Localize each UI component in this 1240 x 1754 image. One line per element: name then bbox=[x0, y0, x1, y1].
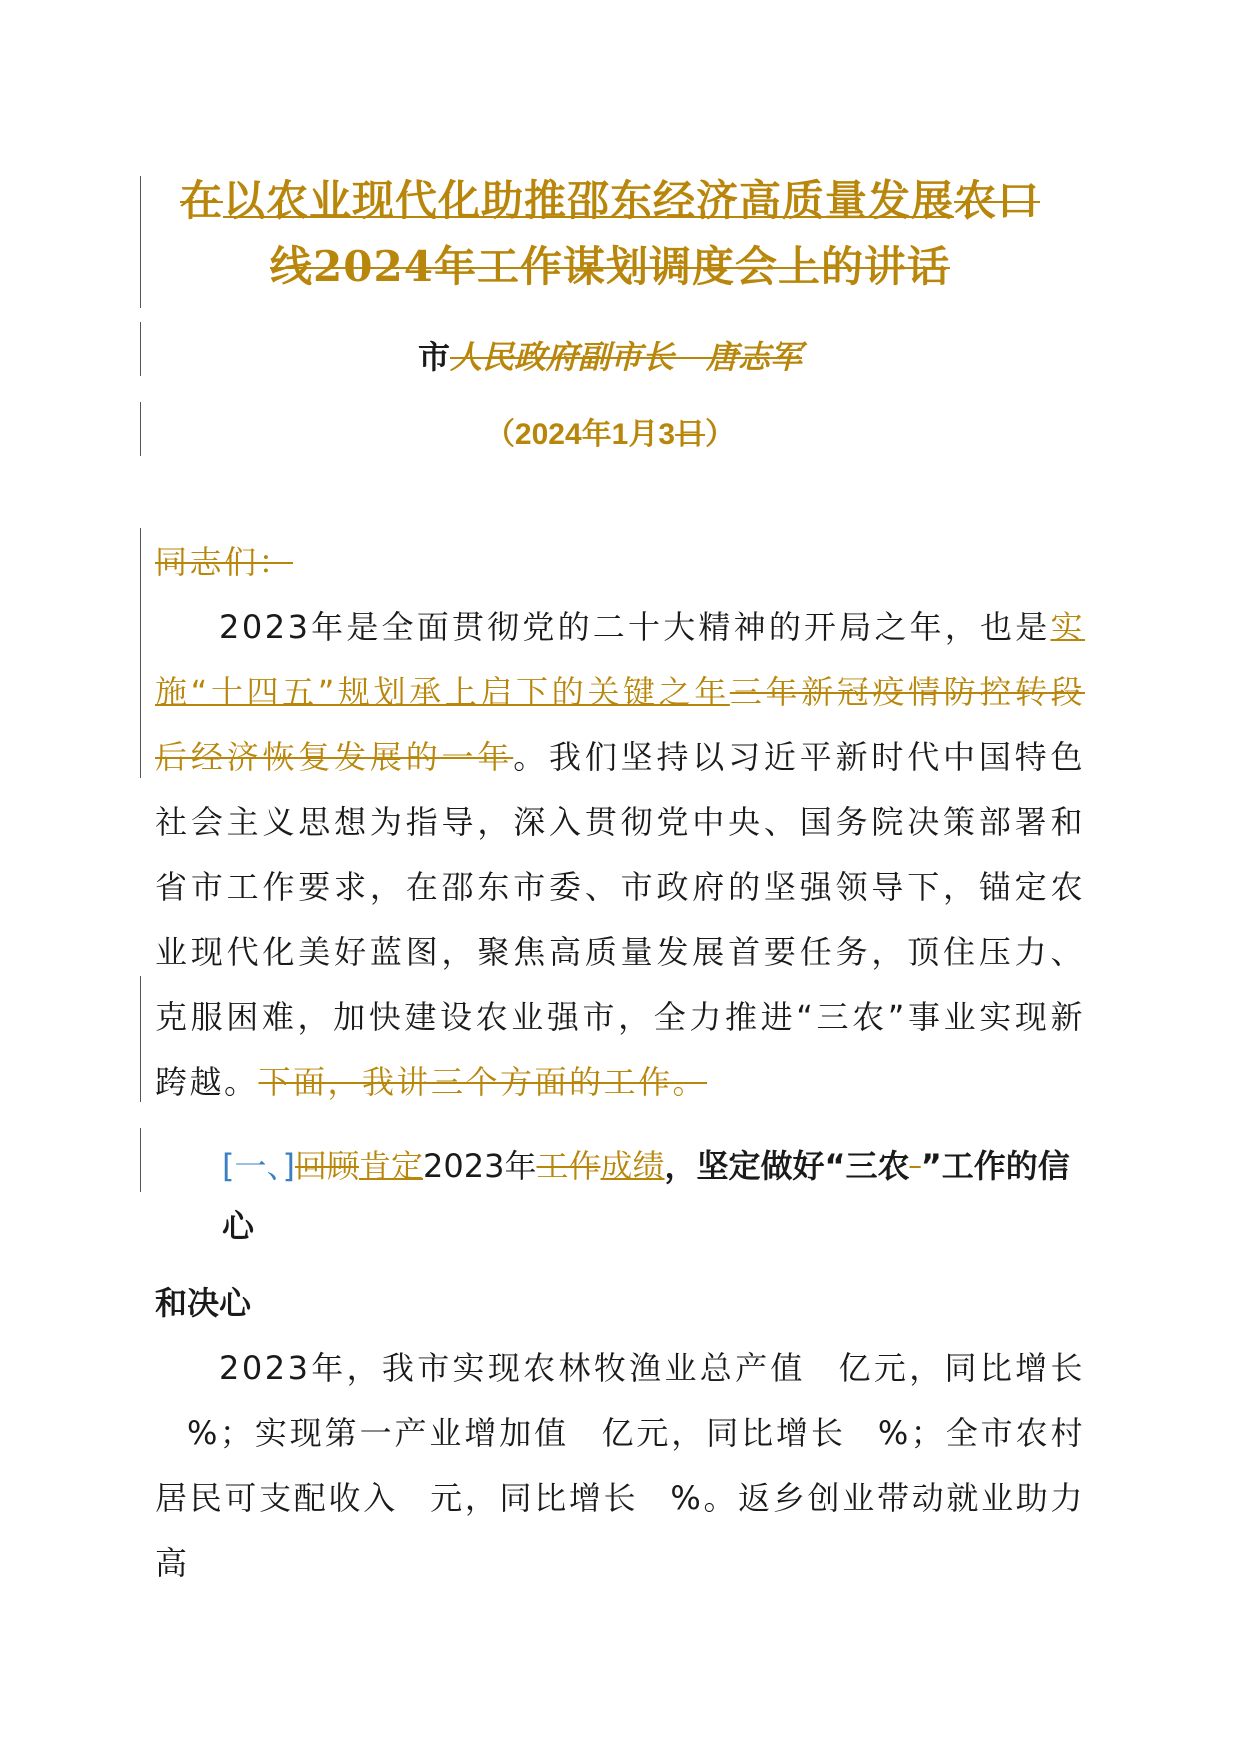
para1-deleted-end: 下面，我讲三个方面的工作。 bbox=[258, 1063, 708, 1101]
date-deleted: 日 bbox=[675, 418, 706, 451]
para2-text-b: 亿元，同比增长 bbox=[837, 1349, 1085, 1387]
change-bar-date bbox=[140, 402, 141, 456]
title-main: 以农业现代化助推邵东经济高质量发展 bbox=[222, 176, 954, 225]
paragraph-1 bbox=[155, 595, 1085, 1115]
para2-text-d: 亿元，同比增长 bbox=[601, 1414, 846, 1452]
para2-text-g: %。返乡创业带动就业助力高 bbox=[155, 1479, 1085, 1582]
change-bar-para1 bbox=[140, 528, 141, 778]
change-bar-para1-end bbox=[140, 976, 141, 1102]
date-line bbox=[150, 412, 1070, 458]
body-section-2 bbox=[155, 1336, 1085, 1596]
heading-1-text-a: 2023年 bbox=[423, 1147, 537, 1185]
paragraph-2 bbox=[155, 1336, 1085, 1596]
heading-1-number: [一、] bbox=[222, 1147, 295, 1185]
heading-1-deleted-b: 工作 bbox=[536, 1147, 601, 1185]
heading-1-deleted-c bbox=[910, 1147, 921, 1185]
heading-1-inserted-b: 成绩 bbox=[600, 1147, 665, 1185]
body-section-1 bbox=[155, 530, 1085, 1115]
title-deleted-part1: 农口 bbox=[954, 176, 1041, 225]
title-deleted-prefix: 在 bbox=[179, 176, 223, 225]
heading-1-deleted-a: 回顾 bbox=[294, 1147, 359, 1185]
author-kept: 市 bbox=[417, 338, 450, 376]
change-bar-author bbox=[140, 322, 141, 376]
change-bar-heading1 bbox=[140, 1128, 141, 1192]
title-deleted-part2: 线2024年工作谋划调度会上的讲话 bbox=[270, 242, 950, 291]
para1-deleted: 三年新冠疫情防控转段后经济恢复发展的一年 bbox=[155, 673, 1085, 776]
para1-text-b: 。我们坚持以习近平新时代中国特色社会主义思想为指导，深入贯彻党中央、国务院决策部署和省市工作要求，在邵东市委、市政府的坚强领导下，锚定农业现代化美好蓝图，聚焦高质量发展首要任务，顶住压力、克服困难，加快建设农业强市，全力推进“三农”事业实现新跨越。 bbox=[155, 738, 1085, 1101]
para1-inserted: 实施“十四五”规划承上启下的关键之年 bbox=[155, 608, 1085, 711]
date-close: ） bbox=[705, 418, 736, 451]
para2-text-e: %；全市农村居民可支配收入 bbox=[155, 1414, 1085, 1517]
heading-1-tail: 和决心 bbox=[155, 1284, 252, 1322]
para2-text-a: 2023年，我市实现农林牧渔业总产值 bbox=[219, 1349, 806, 1387]
heading-1 bbox=[222, 1136, 1082, 1256]
document-title bbox=[150, 168, 1070, 300]
heading-1-text-b: ，坚定做好“三农 bbox=[664, 1147, 910, 1185]
date-kept: （2024年1月3 bbox=[484, 418, 676, 451]
para2-text-c: %；实现第一产业增加值 bbox=[187, 1414, 570, 1452]
para2-text-f: 元，同比增长 bbox=[429, 1479, 639, 1517]
author-deleted: 人民政府副市长 唐志军 bbox=[450, 338, 803, 376]
heading-1-inserted-a: 肯定 bbox=[359, 1147, 424, 1185]
para1-text-a: 2023年是全面贯彻党的二十大精神的开局之年，也是 bbox=[219, 608, 1051, 646]
author-line bbox=[150, 334, 1070, 380]
salutation-deleted: 同志们： bbox=[155, 543, 294, 581]
salutation bbox=[155, 530, 1085, 595]
heading-1-text-c: ”工作的信心 bbox=[222, 1147, 1070, 1245]
change-bar-title bbox=[140, 176, 141, 308]
